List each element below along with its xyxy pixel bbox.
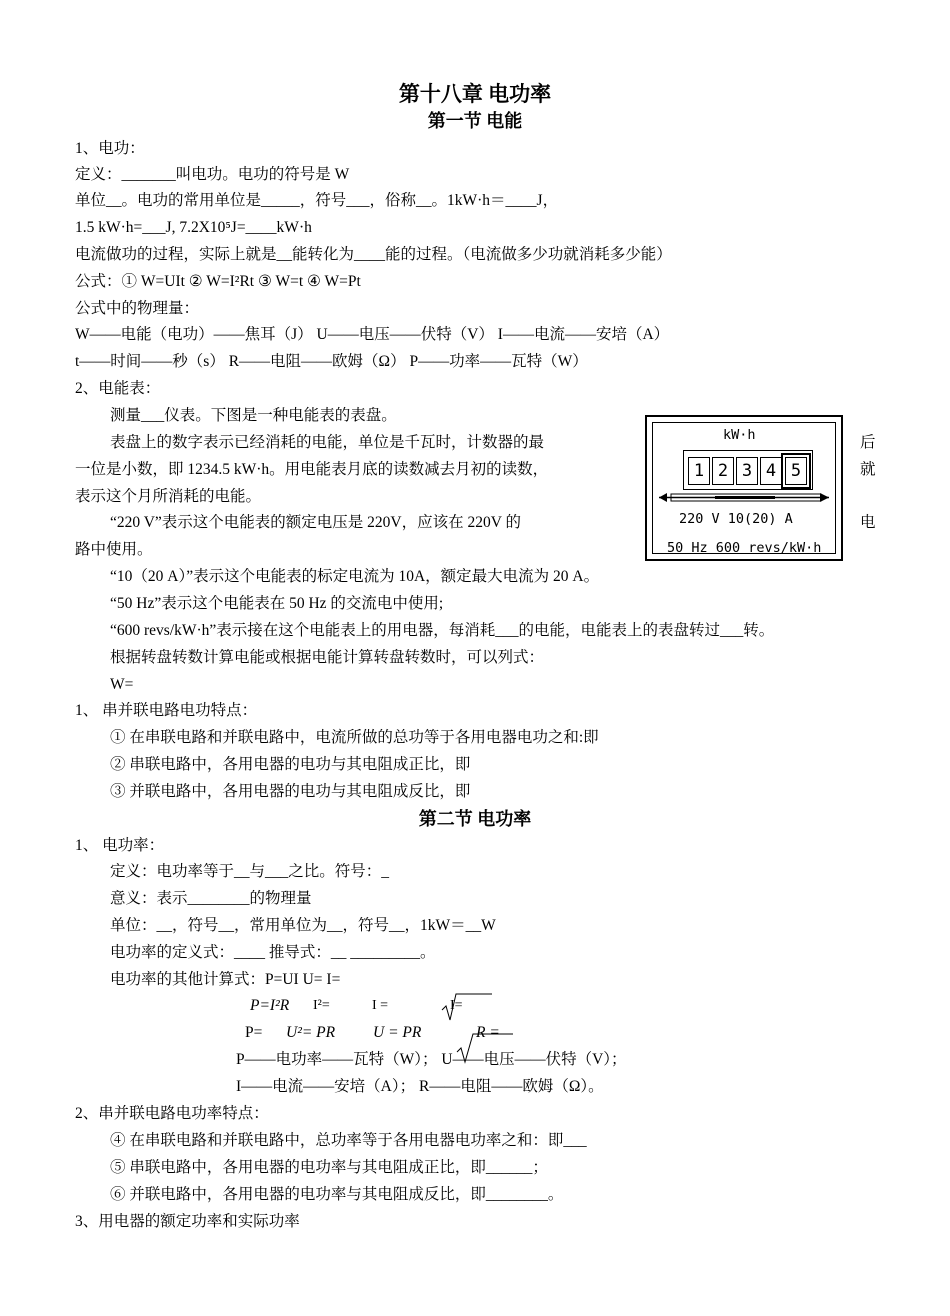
s1-line: 后	[860, 434, 876, 451]
s1-line: W=	[110, 676, 134, 693]
s1-line: “220 V”表示这个电能表的额定电压是 220V，应该在 220V 的	[110, 514, 522, 531]
s1-line: 测量___仪表。下图是一种电能表的表盘。	[110, 407, 397, 424]
formula: U²= PR	[286, 1024, 336, 1041]
s1-line: ③ 并联电路中，各用电器的电功与其电阻成反比，即	[110, 783, 471, 800]
formula-line: 公式：① W=UIt ② W=I²Rt ③ W=t ④ W=Pt	[75, 273, 361, 290]
section1-title: 第一节 电能	[427, 111, 523, 131]
meter-digit: 3	[736, 457, 758, 485]
s1-line: 一位是小数，即 1234.5 kW·h。用电能表月底的读数减去月初的读数，	[75, 461, 549, 478]
s1-line: 单位__。电功的常用单位是_____，符号___，俗称__。1kW·h＝____J，	[75, 192, 559, 209]
chapter-title: 第十八章 电功率	[398, 82, 552, 106]
meter-digit: 2	[712, 457, 734, 485]
s1-line: 根据转盘转数计算电能或根据电能计算转盘转数时，可以列式：	[110, 649, 545, 666]
formula: I =	[372, 998, 389, 1013]
s1-line: “600 revs/kW·h”表示接在这个电能表上的用电器，每消耗___的电能，电能表上的表盘转过___转。	[110, 622, 775, 639]
s1-line: “10（20 A）”表示这个电能表的标定电流为 10A，额定最大电流为 20 A。	[110, 568, 600, 585]
section2-title: 第二节 电功率	[418, 809, 532, 829]
s1-line: ② 串联电路中，各用电器的电功与其电阻成正比，即	[110, 756, 471, 773]
s2-line: ⑥ 并联电路中，各用电器的电功率与其电阻成反比，即________。	[110, 1186, 564, 1203]
s1-line: 电流做功的过程，实际上就是__能转化为____能的过程。（电流做多少功就消耗多少能）	[75, 246, 672, 263]
s1-line: ① 在串联电路和并联电路中，电流所做的总功等于各用电器电功之和:即	[110, 729, 599, 746]
electric-meter-figure	[645, 415, 843, 561]
s1-line: 1.5 kW·h=___J, 7.2X10⁵J=____kW·h	[75, 219, 312, 236]
s2-line: ⑤ 串联电路中，各用电器的电功率与其电阻成正比，即______；	[110, 1159, 548, 1176]
s2-line: 2、串并联电路电功率特点：	[75, 1105, 269, 1122]
meter-digit-decimal: 5	[785, 457, 807, 485]
s2-line: 定义：电功率等于__与___之比。符号：_	[110, 863, 390, 880]
meter-spec-voltage-current: 220 V 10(20) A	[679, 511, 793, 527]
meter-digit: 4	[760, 457, 782, 485]
s1-line: 路中使用。	[75, 541, 153, 558]
s2-line: 1、 电功率：	[75, 837, 165, 854]
s1-line: 1、电功：	[75, 140, 145, 157]
meter-unit: kW·h	[723, 427, 756, 443]
formula: P=	[245, 1024, 263, 1041]
s1-line: 就	[860, 461, 876, 478]
s2-line: ④ 在串联电路和并联电路中，总功率等于各用电器电功率之和：即___	[110, 1132, 587, 1149]
s1-line: 1、 串并联电路电功特点：	[75, 702, 258, 719]
s2-line: 单位：__，符号__，常用单位为__，符号__，1kW＝__W	[110, 917, 496, 934]
s1-line: 2、电能表：	[75, 380, 161, 397]
s2-line: 意义：表示________的物理量	[110, 890, 312, 907]
s1-line: 电	[860, 514, 876, 531]
s1-line: 公式中的物理量：	[75, 300, 200, 317]
formula: I²=	[313, 998, 330, 1013]
meter-arrow-icon	[655, 489, 835, 507]
formula: R =	[476, 1024, 500, 1041]
s1-line: 表盘上的数字表示已经消耗的电能，单位是千瓦时，计数器的最	[110, 434, 545, 451]
meter-spec-frequency-revs: 50 Hz 600 revs/kW·h	[667, 540, 822, 556]
meter-digit: 1	[688, 457, 710, 485]
s1-line: t——时间——秒（s） R——电阻——欧姆（Ω） P——功率——瓦特（W）	[75, 353, 588, 370]
formula: P=I²R	[250, 997, 290, 1014]
s1-line: 表示这个月所消耗的电能。	[75, 488, 262, 505]
formula: I=	[450, 998, 463, 1013]
s2-line: P——电功率——瓦特（W）； U——电压——伏特（V）；	[236, 1051, 627, 1068]
s1-line: W——电能（电功）——焦耳（J） U——电压——伏特（V） I——电流——安培（A）	[75, 326, 670, 343]
s2-line: I——电流——安培（A）； R——电阻——欧姆（Ω）。	[236, 1078, 604, 1095]
formula: U = PR	[373, 1024, 422, 1041]
s2-line: 3、用电器的额定功率和实际功率	[75, 1213, 300, 1230]
s2-line: 电功率的其他计算式：P=UI U= I=	[110, 971, 341, 988]
sqrt-sign-icon	[440, 990, 494, 1022]
meter-counter	[683, 450, 813, 490]
s1-line: “50 Hz”表示这个电能表在 50 Hz 的交流电中使用;	[110, 595, 444, 612]
s2-line: 电功率的定义式：____ 推导式：__ _________。	[110, 944, 436, 961]
s1-line: 定义：_______叫电功。电功的符号是 W	[75, 166, 350, 183]
